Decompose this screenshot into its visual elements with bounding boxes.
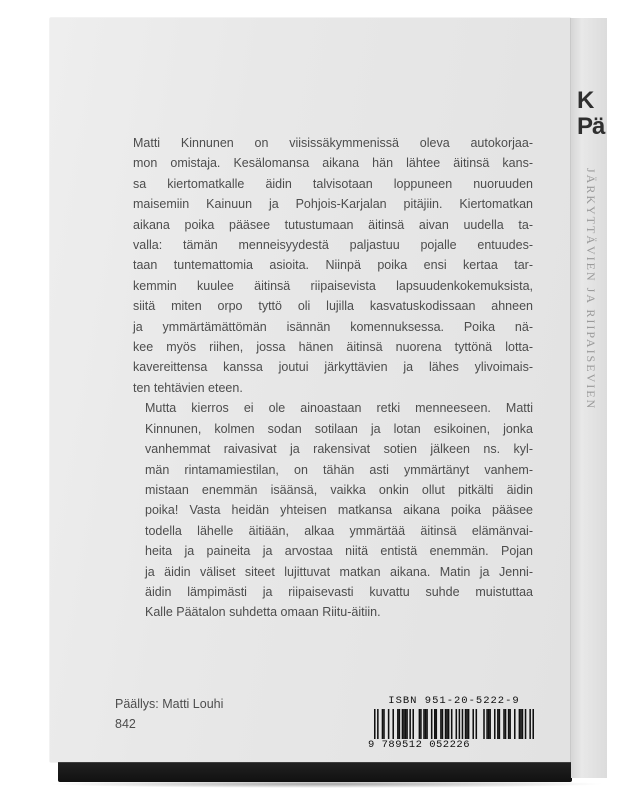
blurb-paragraph-2 — [133, 398, 533, 622]
barcode-bar — [499, 709, 501, 739]
cover-designer: Päällys: Matti Louhi — [115, 697, 224, 711]
barcode-bar — [446, 709, 448, 739]
barcode-bar — [476, 709, 478, 739]
barcode-bar — [397, 709, 399, 739]
barcode-digits: 9 789512 052226 — [368, 739, 471, 751]
barcode-bar — [383, 709, 385, 739]
barcode-bar — [426, 709, 428, 739]
barcode-bar — [406, 709, 408, 739]
barcode-bar — [486, 709, 488, 739]
barcode-bar — [489, 709, 491, 739]
barcode-bar — [532, 709, 534, 739]
barcode-bar — [519, 709, 521, 739]
barcode-bar — [509, 709, 511, 739]
blurb-line: todella lähelle äitiään, alkaa ymmärtää äitinsä elämänvai- — [145, 523, 533, 538]
barcode-bar — [412, 709, 414, 739]
barcode-bar — [465, 709, 467, 739]
barcode-bar — [456, 709, 458, 739]
barcode-bar — [431, 709, 433, 739]
blurb-line: valla: tämän menneisyydestä paljastuu pojalle entuudes- — [133, 238, 533, 253]
barcode-bar — [402, 709, 404, 739]
barcode-bar — [529, 709, 531, 739]
book-spine — [571, 18, 607, 778]
spine-author-line1: K — [577, 87, 594, 114]
barcode-bar — [399, 709, 401, 739]
blurb-line: kee myös riihen, jossa hänen äitinsä nuorena tyttönä lotta- — [133, 340, 533, 355]
blurb-line: mistaan enemmän isäänsä, vaikka onkin ollut pitkälti äidin — [145, 482, 533, 497]
barcode-bar — [459, 709, 461, 739]
barcode-bar — [419, 709, 421, 739]
spine-title: JÄRKYTTÄVIEN JA RIIPAISEVIEN — [584, 168, 598, 411]
blurb-line: Matti Kinnunen on viisissäkymmenissä oleva autokorjaa- — [133, 136, 533, 150]
blurb-line: mon omistaja. Kesälomansa aikana hän lähtee äitinsä kans- — [133, 156, 533, 171]
blurb-line: vanhemmat raivasivat ja rakensivat sotien jälkeen ns. kyl- — [145, 442, 533, 457]
barcode-bar — [388, 709, 390, 739]
blurb-line: kavereittensa kanssa joutui järkyttävien ja lähes ylivoimais- — [133, 360, 533, 375]
barcode-bar — [377, 709, 379, 739]
spine-author — [577, 88, 604, 140]
barcode-bar — [468, 709, 470, 739]
barcode-bar — [525, 709, 527, 739]
barcode-bar — [497, 709, 499, 739]
blurb-line: ten tehtävien eteen. — [133, 380, 243, 395]
barcode-bar — [382, 709, 384, 739]
blurb-line: sa kiertomatkalle äidin talvisotaan loppuneen nuoruuden — [133, 176, 533, 191]
barcode-bar — [445, 709, 447, 739]
barcode-bar — [494, 709, 496, 739]
blurb-line: taan tuntemattomia asioita. Niinpä poika ensi kertaa tar- — [133, 258, 533, 273]
blurb-line: Mutta kierros ei ole ainoastaan retki menneeseen. Matti — [145, 401, 533, 416]
barcode — [374, 709, 534, 739]
barcode-bar — [392, 709, 394, 739]
barcode-bar — [448, 709, 450, 739]
barcode-bar — [483, 709, 485, 739]
barcode-bar — [462, 709, 464, 739]
blurb-line: män rintamamiestilan, on tähän asti ymmärtänyt vanhem- — [145, 462, 533, 477]
barcode-bar — [522, 709, 524, 739]
blurb-line: ja äidin väliset siteet lujittuvat matkan aikana. Matin ja Jenni- — [145, 564, 533, 579]
barcode-bar — [505, 709, 507, 739]
product-code: 842 — [115, 717, 136, 731]
blurb-line: ja ymmärtämättömän isännän komennuksessa. Poika nä- — [133, 319, 533, 334]
barcode-bar — [440, 709, 442, 739]
barcode-bar — [488, 709, 490, 739]
barcode-bar — [503, 709, 505, 739]
barcode-bar — [451, 709, 453, 739]
barcode-bar — [405, 709, 407, 739]
isbn-label: ISBN 951-20-5222-9 — [388, 695, 520, 707]
spine-author-line2: Pä — [577, 113, 605, 140]
blurb-text — [133, 133, 533, 623]
barcode-bar — [436, 709, 438, 739]
barcode-bar — [508, 709, 510, 739]
barcode-bar — [409, 709, 411, 739]
barcode-bar — [442, 709, 444, 739]
barcode-bar — [472, 709, 474, 739]
barcode-bar — [420, 709, 422, 739]
blurb-paragraph-1 — [133, 133, 533, 398]
barcode-bar — [520, 709, 522, 739]
barcode-bar — [425, 709, 427, 739]
barcode-bar — [514, 709, 516, 739]
barcode-bar — [466, 709, 468, 739]
blurb-line: aikana poika pääsee tutustumaan äitinsä aivan uudella ta- — [133, 217, 533, 232]
blurb-line: poika! Vasta heidän yhteisen matkansa aikana poika pääsee — [145, 503, 533, 518]
blurb-line: äidin lämpimästi ja riipaisevasti kuvattu suhde muistuttaa — [145, 584, 533, 599]
blurb-line: Kinnunen, kolmen sodan sotilaan ja lotan esikoinen, jonka — [145, 421, 533, 436]
blurb-line: maisemiin Kainuun ja Pohjois-Karjalan pitäjiin. Kiertomatkan — [133, 197, 533, 212]
blurb-line: heita ja paineita ja arvostaa niitä entistä enemmän. Pojan — [145, 544, 533, 559]
blurb-line: kemmin kuulee äitinsä riipaisevista lapsuudenkokemuksista, — [133, 278, 533, 293]
barcode-bar — [403, 709, 405, 739]
barcode-bar — [374, 709, 376, 739]
cover-credits — [115, 694, 223, 734]
barcode-bar — [434, 709, 436, 739]
barcode-bar — [423, 709, 425, 739]
isbn-barcode-block — [368, 695, 540, 751]
blurb-line: Kalle Päätalon suhdetta omaan Riitu-äitiin. — [145, 605, 381, 620]
blurb-line: siitä miten orpo tyttö oli lujilla kasvatuskodissaan ahneen — [133, 299, 533, 314]
